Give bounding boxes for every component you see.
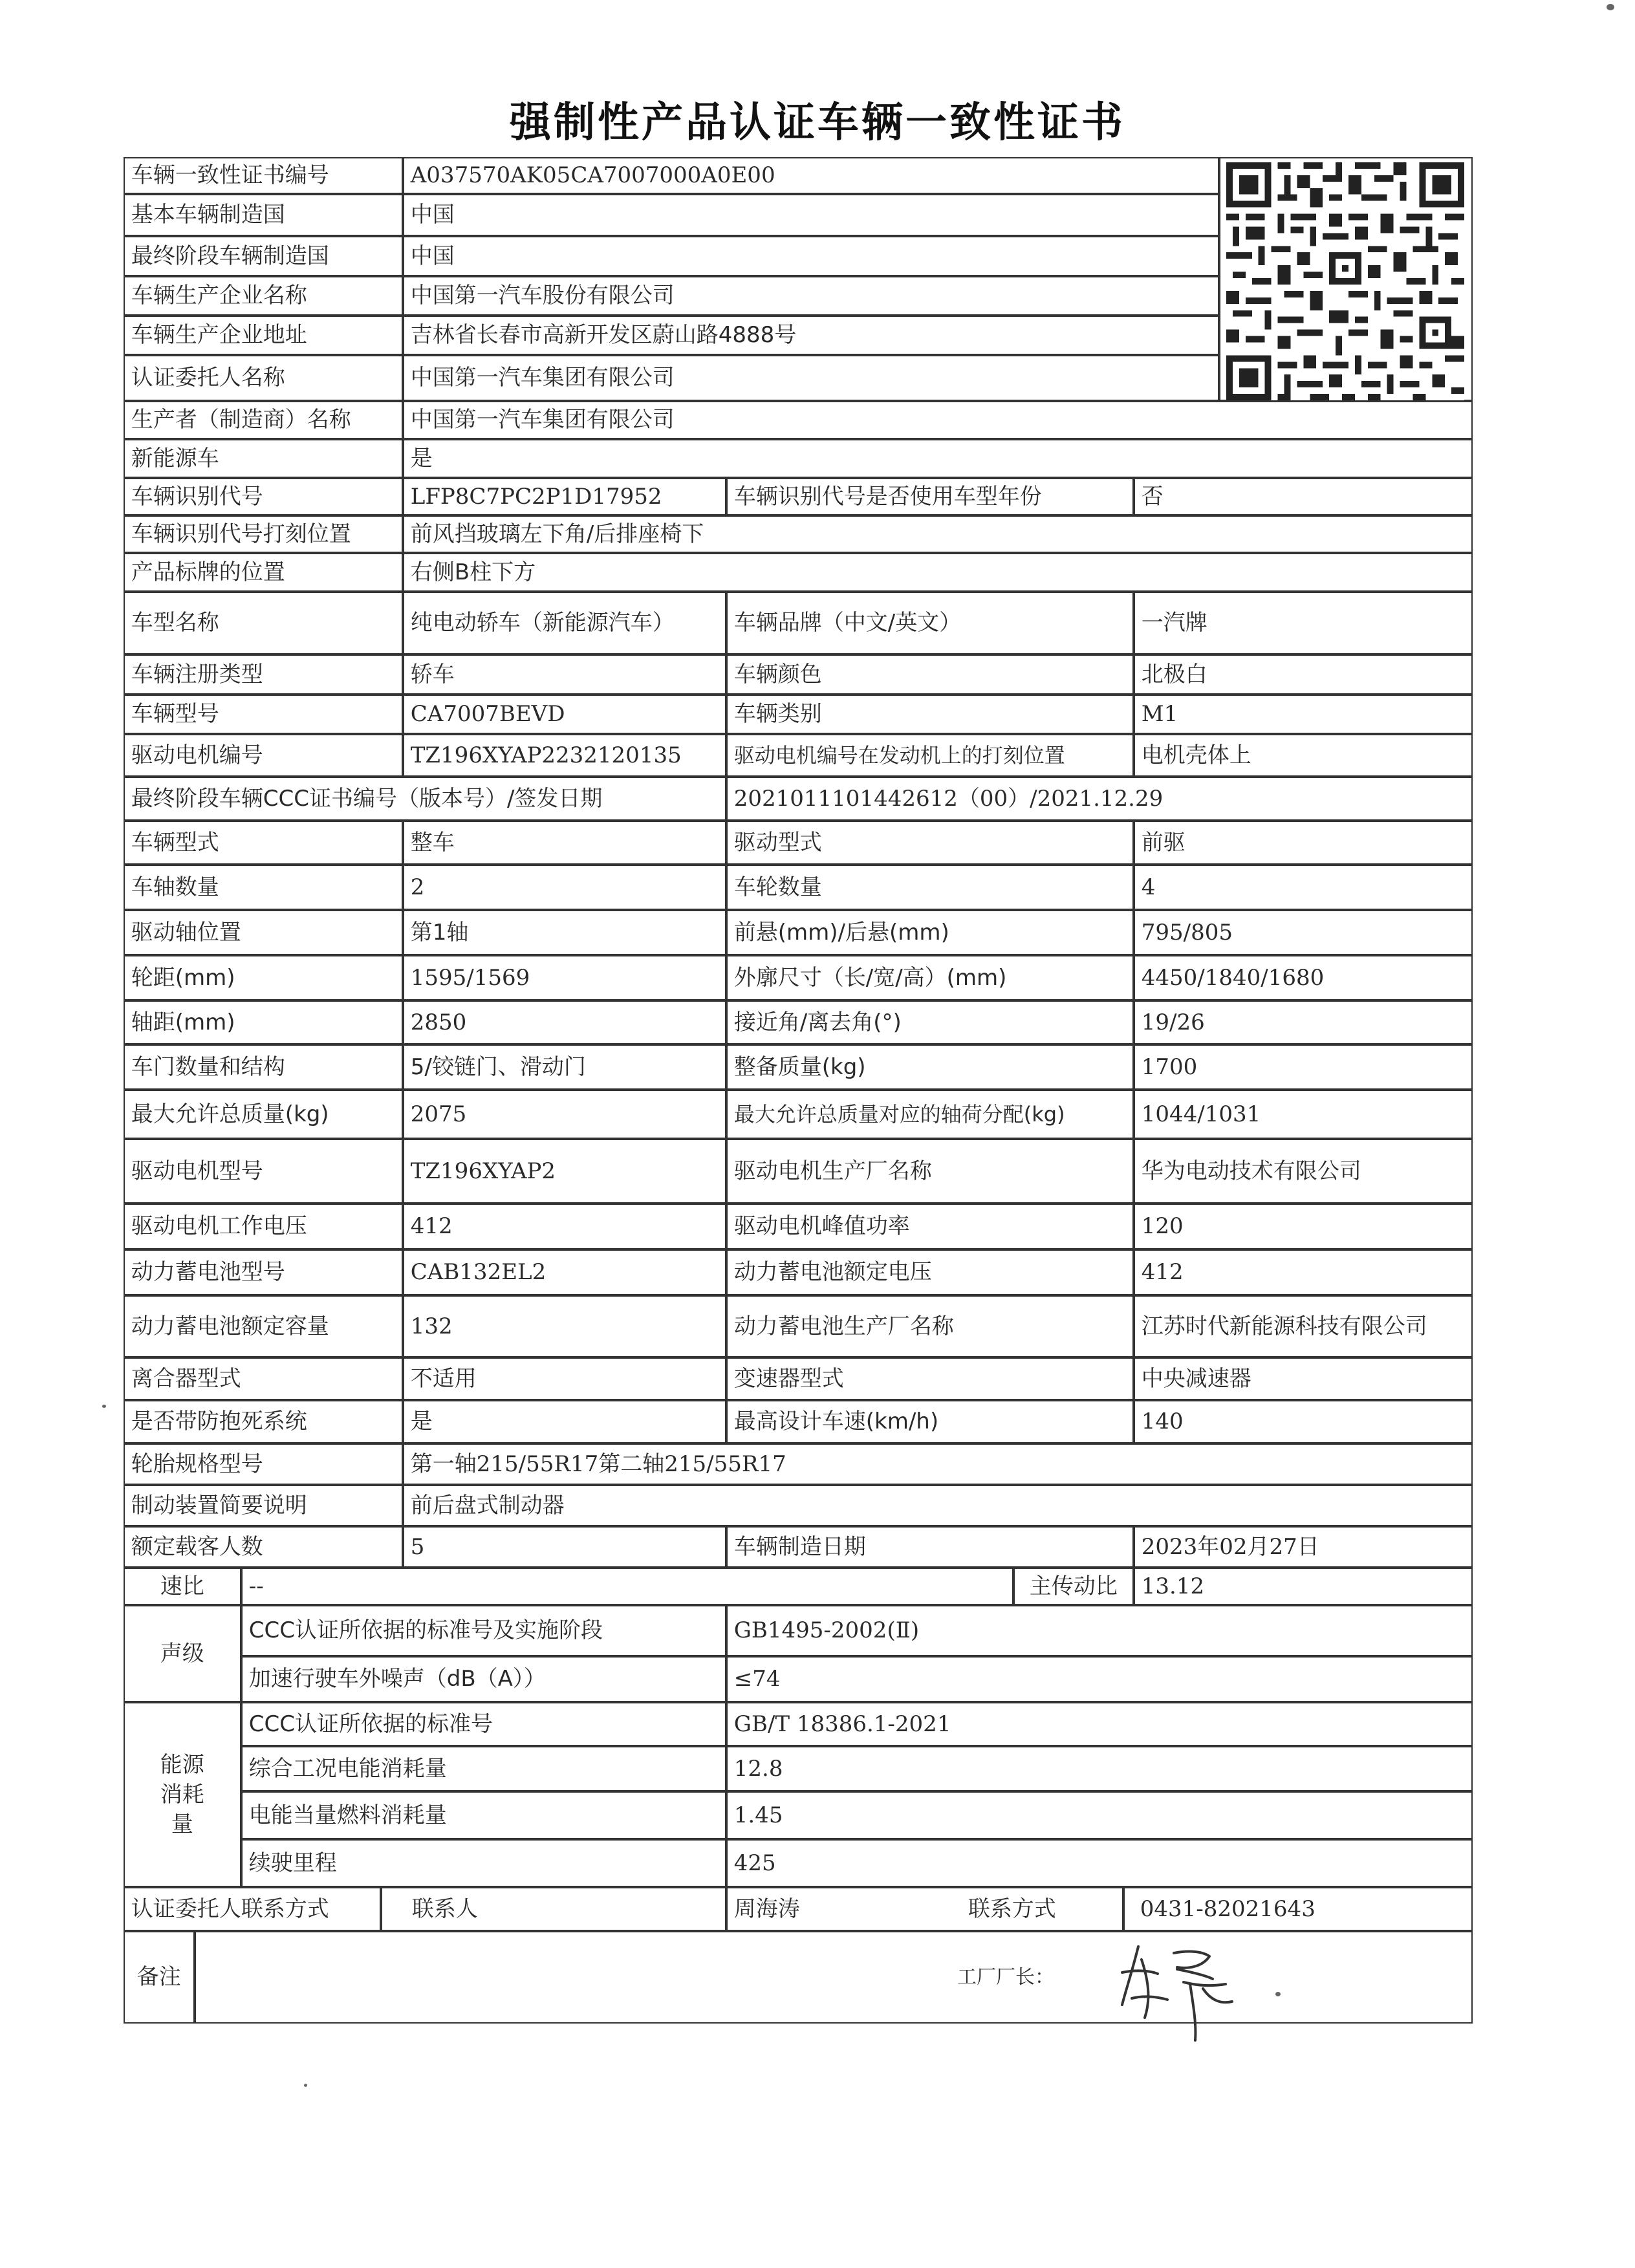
row-label: 认证委托人联系方式 [124, 1887, 381, 1931]
row-value: 412 [1134, 1249, 1473, 1295]
row-value: 4450/1840/1680 [1134, 955, 1473, 1000]
row-label: 离合器型式 [124, 1357, 403, 1400]
scan-speck [102, 1405, 106, 1408]
row-value: TZ196XYAP2232120135 [403, 734, 726, 777]
handwritten-signature [1112, 1934, 1248, 2047]
noise-group-label: 声级 [124, 1605, 241, 1702]
row-label: 车辆识别代号是否使用车型年份 [726, 478, 1134, 515]
row-value: 中国第一汽车集团有限公司 [403, 401, 1473, 439]
row-value: GB1495-2002(Ⅱ) [726, 1605, 1473, 1656]
row-label: 车辆生产企业地址 [124, 316, 403, 355]
row-value: 2075 [403, 1090, 726, 1139]
row-value: GB/T 18386.1-2021 [726, 1702, 1473, 1746]
row-value: 4 [1134, 865, 1473, 910]
row-value: 中国 [403, 236, 1219, 276]
row-label: 动力蓄电池型号 [124, 1249, 403, 1295]
row-value: 纯电动轿车（新能源汽车） [403, 592, 726, 654]
row-label: 车辆型号 [124, 695, 403, 734]
row-label: 驱动电机峰值功率 [726, 1204, 1134, 1249]
manager-label: 工厂厂长： [957, 1966, 1054, 1989]
row-label: 最高设计车速(km/h) [726, 1400, 1134, 1443]
row-label: 轮距(mm) [124, 955, 403, 1000]
row-label: 动力蓄电池生产厂名称 [726, 1295, 1134, 1357]
row-label: 接近角/离去角(°) [726, 1000, 1134, 1044]
row-value: 19/26 [1134, 1000, 1473, 1044]
row-label: 变速器型式 [726, 1357, 1134, 1400]
row-label: 车辆制造日期 [726, 1526, 1134, 1568]
phone-label: 联系方式 [968, 1895, 1056, 1922]
row-label: 轮胎规格型号 [124, 1443, 403, 1485]
energy-group-line: 量 [171, 1811, 193, 1837]
row-value: 第一轴215/55R17第二轴215/55R17 [403, 1443, 1473, 1485]
row-value: 前驱 [1134, 821, 1473, 865]
scan-speck [1275, 1992, 1281, 1996]
phone-value: 0431-82021643 [1123, 1887, 1473, 1931]
row-value: 是 [403, 439, 1473, 478]
row-value: A037570AK05CA7007000A0E00 [403, 157, 1219, 194]
row-value: 前后盘式制动器 [403, 1485, 1473, 1526]
row-value: 轿车 [403, 654, 726, 695]
row-label: 最大允许总质量(kg) [124, 1090, 403, 1139]
row-label: 轴距(mm) [124, 1000, 403, 1044]
row-value: 795/805 [1134, 910, 1473, 955]
row-value: 12.8 [726, 1746, 1473, 1791]
row-label: 主传动比 [1013, 1568, 1134, 1605]
row-label: 驱动轴位置 [124, 910, 403, 955]
row-label: 产品标牌的位置 [124, 553, 403, 592]
row-label: CCC认证所依据的标准号及实施阶段 [241, 1605, 726, 1656]
row-value: 1044/1031 [1134, 1090, 1473, 1139]
row-label: 动力蓄电池额定电压 [726, 1249, 1134, 1295]
contact-name: 周海涛 [726, 1887, 1123, 1931]
row-label: 最终阶段车辆CCC证书编号（版本号）/签发日期 [124, 777, 726, 821]
certificate-title: 强制性产品认证车辆一致性证书 [510, 99, 1125, 147]
row-label: 综合工况电能消耗量 [241, 1746, 726, 1791]
row-value: 华为电动技术有限公司 [1134, 1139, 1473, 1204]
row-value: 电机壳体上 [1134, 734, 1473, 777]
row-value: 中央减速器 [1134, 1357, 1473, 1400]
row-label: 制动装置简要说明 [124, 1485, 403, 1526]
row-label: 车辆类别 [726, 695, 1134, 734]
row-label: 车型名称 [124, 592, 403, 654]
row-value: 2021011101442612（00）/2021.12.29 [726, 777, 1473, 821]
row-value: 一汽牌 [1134, 592, 1473, 654]
energy-group-line: 消耗 [160, 1781, 204, 1808]
row-value: 第1轴 [403, 910, 726, 955]
remarks-label: 备注 [124, 1931, 195, 2024]
row-value: 2 [403, 865, 726, 910]
row-label: 前悬(mm)/后悬(mm) [726, 910, 1134, 955]
remarks-content [195, 1931, 1473, 2024]
row-label: 外廓尺寸（长/宽/高）(mm) [726, 955, 1134, 1000]
row-label: 基本车辆制造国 [124, 194, 403, 236]
row-value: 1700 [1134, 1044, 1473, 1090]
row-label: 额定载客人数 [124, 1526, 403, 1568]
row-label: 最大允许总质量对应的轴荷分配(kg) [726, 1090, 1134, 1139]
qr-code-icon [1226, 162, 1464, 401]
row-value: 否 [1134, 478, 1473, 515]
row-label: 最终阶段车辆制造国 [124, 236, 403, 276]
energy-group-line: 能源 [160, 1751, 204, 1778]
row-label: 车辆一致性证书编号 [124, 157, 403, 194]
row-value: CAB132EL2 [403, 1249, 726, 1295]
row-value: -- [241, 1568, 1013, 1605]
row-label: 续驶里程 [241, 1839, 726, 1887]
row-label: 驱动电机型号 [124, 1139, 403, 1204]
row-label: 车辆识别代号 [124, 478, 403, 515]
row-label: 认证委托人名称 [124, 355, 403, 401]
row-value: 2850 [403, 1000, 726, 1044]
row-label: 车辆型式 [124, 821, 403, 865]
row-value: 425 [726, 1839, 1473, 1887]
row-value: ≤74 [726, 1656, 1473, 1702]
row-label: 驱动电机编号 [124, 734, 403, 777]
row-label: 驱动电机生产厂名称 [726, 1139, 1134, 1204]
contact-label: 联系人 [381, 1887, 726, 1931]
row-label: 车辆识别代号打刻位置 [124, 515, 403, 553]
row-value: M1 [1134, 695, 1473, 734]
row-label: 车辆注册类型 [124, 654, 403, 695]
row-label: 电能当量燃料消耗量 [241, 1791, 726, 1839]
scan-speck [1607, 4, 1614, 10]
row-value: 右侧B柱下方 [403, 553, 1473, 592]
row-label: 车辆品牌（中文/英文） [726, 592, 1134, 654]
row-value: 吉林省长春市高新开发区蔚山路4888号 [403, 316, 1219, 355]
row-value: 132 [403, 1295, 726, 1357]
row-label: 生产者（制造商）名称 [124, 401, 403, 439]
row-label: 车门数量和结构 [124, 1044, 403, 1090]
row-value: 13.12 [1134, 1568, 1473, 1605]
row-value: 江苏时代新能源科技有限公司 [1134, 1295, 1473, 1357]
row-value: 中国第一汽车股份有限公司 [403, 276, 1219, 316]
row-value: 1.45 [726, 1791, 1473, 1839]
row-label: 驱动型式 [726, 821, 1134, 865]
row-label: 车轮数量 [726, 865, 1134, 910]
row-value: 2023年02月27日 [1134, 1526, 1473, 1568]
row-label: 加速行驶车外噪声（dB（A）） [241, 1656, 726, 1702]
row-label: 车辆生产企业名称 [124, 276, 403, 316]
row-value: 412 [403, 1204, 726, 1249]
row-label: CCC认证所依据的标准号 [241, 1702, 726, 1746]
row-value: 整车 [403, 821, 726, 865]
row-value: 1595/1569 [403, 955, 726, 1000]
row-value: 中国 [403, 194, 1219, 236]
row-label: 动力蓄电池额定容量 [124, 1295, 403, 1357]
row-value: 北极白 [1134, 654, 1473, 695]
row-value: TZ196XYAP2 [403, 1139, 726, 1204]
row-label: 是否带防抱死系统 [124, 1400, 403, 1443]
row-value: 5/铰链门、滑动门 [403, 1044, 726, 1090]
row-label: 驱动电机工作电压 [124, 1204, 403, 1249]
row-value: 是 [403, 1400, 726, 1443]
row-label: 速比 [124, 1568, 241, 1605]
row-label: 新能源车 [124, 439, 403, 478]
row-value: 中国第一汽车集团有限公司 [403, 355, 1219, 401]
row-value: 5 [403, 1526, 726, 1568]
row-label: 驱动电机编号在发动机上的打刻位置 [726, 734, 1134, 777]
row-label: 车辆颜色 [726, 654, 1134, 695]
energy-group-label [124, 1702, 241, 1887]
row-label: 车轴数量 [124, 865, 403, 910]
row-value: 前风挡玻璃左下角/后排座椅下 [403, 515, 1473, 553]
row-value: 120 [1134, 1204, 1473, 1249]
row-value: CA7007BEVD [403, 695, 726, 734]
row-label: 整备质量(kg) [726, 1044, 1134, 1090]
row-value: LFP8C7PC2P1D17952 [403, 478, 726, 515]
row-value: 不适用 [403, 1357, 726, 1400]
scan-speck [304, 2084, 307, 2087]
row-value: 140 [1134, 1400, 1473, 1443]
